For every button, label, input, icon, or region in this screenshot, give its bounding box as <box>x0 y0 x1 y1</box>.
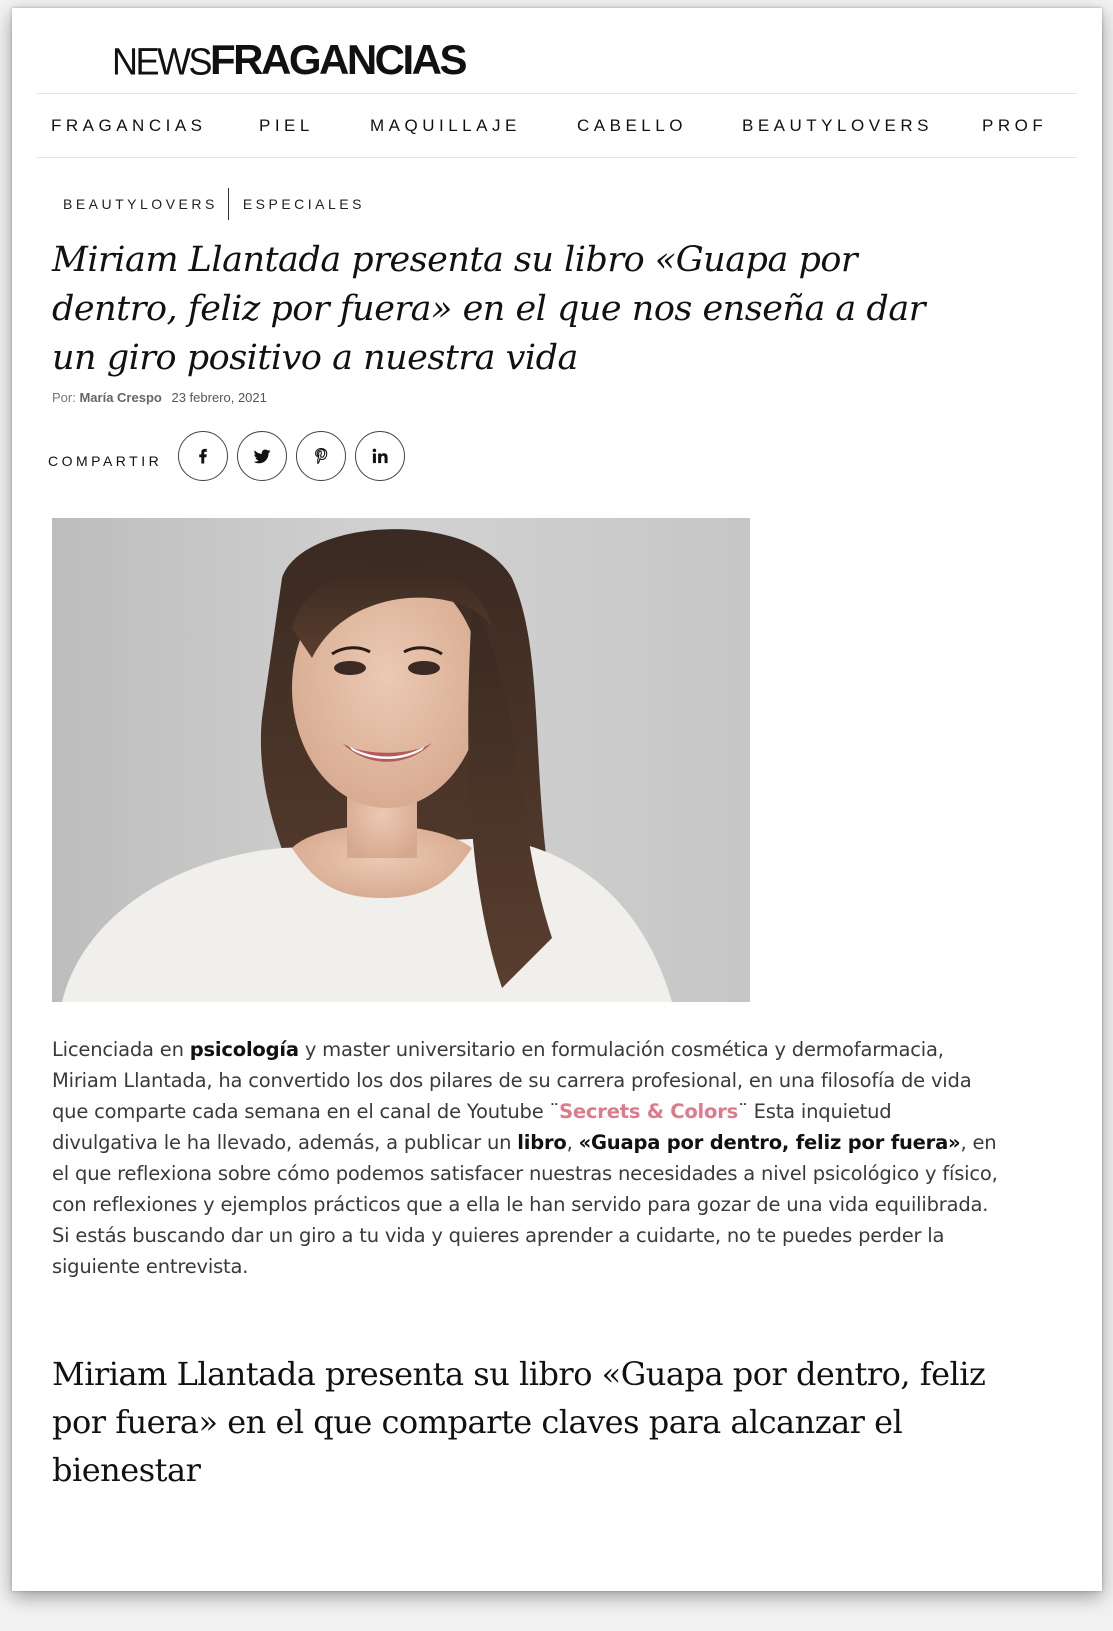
intro-text-1: Licenciada en <box>52 1038 190 1061</box>
category-especiales[interactable]: ESPECIALES <box>242 196 365 212</box>
by-label: Por: <box>52 390 76 405</box>
linkedin-icon <box>370 446 390 466</box>
nav-item-fragancias[interactable]: FRAGANCIAS <box>51 116 207 135</box>
article-meta <box>52 390 267 405</box>
article-subtitle: Miriam Llantada presenta su libro «Guapa por dentro, feliz por fuera» en el que comparte claves para alcanzar el bienestar <box>52 1355 986 1489</box>
nav-item-cabello[interactable]: CABELLO <box>577 116 687 135</box>
twitter-icon <box>252 446 272 466</box>
logo-fragancias: FRAGANCIAS <box>210 36 465 83</box>
intro-bold-libro: libro <box>517 1131 567 1154</box>
main-nav <box>37 94 1077 158</box>
site-logo[interactable] <box>112 36 465 96</box>
intro-text-3: Esta inquietud divulgativa le ha llevado, además, a publicar un <box>52 1100 892 1154</box>
nav-item-piel[interactable]: PIEL <box>259 116 314 135</box>
portrait-photo <box>52 518 750 1002</box>
category-beautylovers[interactable]: BEAUTYLOVERS <box>63 196 218 212</box>
share-label: COMPARTIR <box>48 453 163 469</box>
category-separator <box>228 188 229 220</box>
intro-text-4: , <box>566 1131 579 1154</box>
intro-text-2: y master universitario en formulación cosmética y dermofarmacia, Miriam Llantada, ha convertido los dos pilares de su carrera profesional, en una filosofía de vida que comparte cada semana en el canal de Youtube <box>52 1038 972 1123</box>
logo-news: NEWS <box>112 39 210 83</box>
facebook-icon <box>193 446 213 466</box>
article-hero-image <box>52 518 750 1002</box>
share-facebook-button[interactable] <box>178 431 228 481</box>
share-pinterest-button[interactable] <box>296 431 346 481</box>
nav-item-maquillaje[interactable]: MAQUILLAJE <box>370 116 521 135</box>
article-intro <box>52 1034 1002 1282</box>
intro-bold-book-title: «Guapa por dentro, feliz por fuera» <box>578 1131 961 1154</box>
article-categories <box>63 188 365 220</box>
intro-quote-open: ¨ <box>549 1100 560 1123</box>
share-twitter-button[interactable] <box>237 431 287 481</box>
nav-item-beautylovers[interactable]: BEAUTYLOVERS <box>742 116 933 135</box>
pinterest-icon <box>311 446 331 466</box>
author-link[interactable]: María Crespo <box>79 390 162 405</box>
nav-item-prof[interactable]: PROF <box>982 116 1048 135</box>
article-title: Miriam Llantada presenta su libro «Guapa por dentro, feliz por fuera» en el que nos enseña a dar un giro positivo a nuestra vida <box>52 240 925 378</box>
publish-date: 23 febrero, 2021 <box>171 390 267 405</box>
page <box>12 8 1102 1591</box>
intro-text-5: , en el que reflexiona sobre cómo podemos satisfacer nuestras necesidades a nivel psicológico y físico, con reflexiones y ejemplos prácticos que a ella le han servido para gozar de una vida equilibrada. Si estás buscando dar un giro a tu vida y quieres aprender a cuidarte, no te puedes perder la siguiente entrevista. <box>52 1131 998 1278</box>
share-linkedin-button[interactable] <box>355 431 405 481</box>
intro-quote-close: ¨ <box>738 1100 748 1123</box>
youtube-channel-link[interactable]: Secrets & Colors <box>559 1100 739 1123</box>
intro-bold-psicologia: psicología <box>189 1038 299 1061</box>
